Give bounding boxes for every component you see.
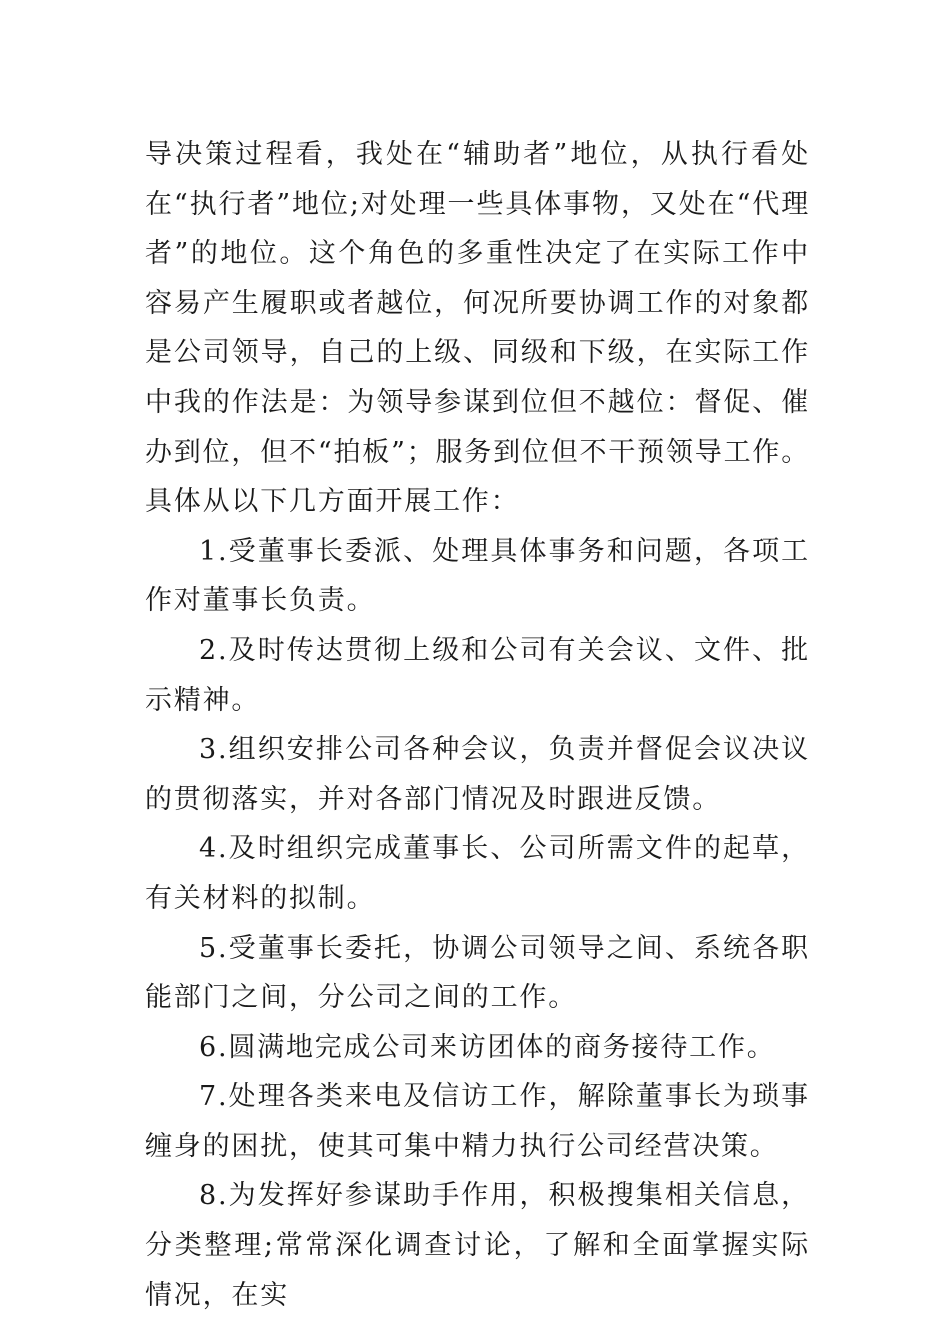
list-item: 7.处理各类来电及信访工作，解除董事长为琐事缠身的困扰，使其可集中精力执行公司经营决策。 <box>145 1081 810 1162</box>
list-item: 8.为发挥好参谋助手作用，积极搜集相关信息，分类整理;常常深化调查讨论，了解和全面掌握实际情况，在实 <box>145 1180 810 1311</box>
list-item: 5.受董事长委托，协调公司领导之间、系统各职能部门之间，分公司之间的工作。 <box>145 932 810 1014</box>
intro-paragraph: 导决策过程看，我处在“辅助者”地位，从执行看处在“执行者”地位;对处理一些具体事物，又处在“代理者”的地位。这个角色的多重性决定了在实际工作中容易产生履职或者越位，何况所要协调工作的对象都是公司领导，自己的上级、同级和下级，在实际工作中我的作法是：为领导参谋到位但不越位：督促、催办到位，但不“拍板”；服务到位但不干预领导工作。具体从以下几方面开展工作： <box>145 139 810 518</box>
document-body <box>145 130 810 1320</box>
list-item: 4.及时组织完成董事长、公司所需文件的起草，有关材料的拟制。 <box>145 833 810 914</box>
list-item: 1.受董事长委派、处理具体事务和问题，各项工作对董事长负责。 <box>145 535 810 617</box>
list-item: 2.及时传达贯彻上级和公司有关会议、文件、批示精神。 <box>145 634 810 716</box>
list-item: 6.圆满地完成公司来访团体的商务接待工作。 <box>199 1031 776 1063</box>
list-item: 3.组织安排公司各种会议，负责并督促会议决议的贯彻落实，并对各部门情况及时跟进反馈。 <box>145 734 810 815</box>
